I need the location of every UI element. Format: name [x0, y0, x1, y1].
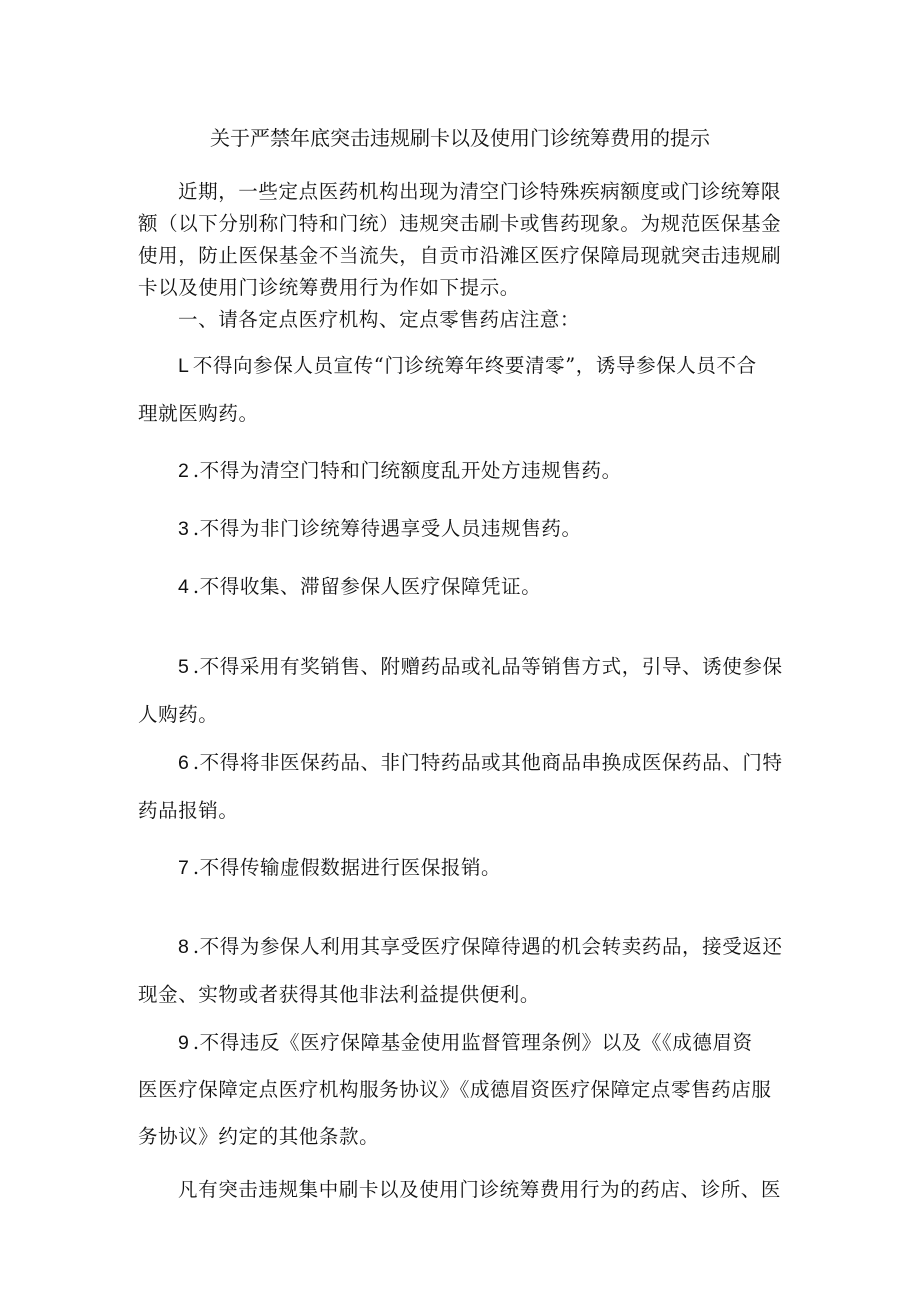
list-item — [178, 461, 622, 482]
list-item — [178, 356, 757, 377]
list-item — [178, 519, 582, 540]
item-number: 5 — [178, 656, 189, 678]
item-text: .不得为清空门特和门统额度乱开处方违规售药。 — [192, 459, 622, 482]
list-item — [178, 577, 541, 598]
section-heading: 一、请各定点医疗机构、定点零售药店注意： — [178, 308, 581, 331]
item-text: .不得采用有奖销售、附赠药品或礼品等销售方式，引导、诱使参保 — [192, 655, 783, 678]
item-text-continuation: 现金、实物或者获得其他非法利益提供便利。 — [138, 983, 541, 1006]
item-text: .不得违反《医疗保障基金使用监督管理条例》以及《《成德眉资 — [192, 1031, 753, 1054]
item-text: .不得收集、滞留参保人医疗保障凭证。 — [192, 575, 542, 598]
item-text-continuation: 人购药。 — [138, 703, 219, 726]
item-text-continuation: 药品报销。 — [138, 799, 239, 822]
intro-line: 卡以及使用门诊统筹费用行为作如下提示。 — [138, 276, 520, 299]
item-text-continuation: 理就医购药。 — [138, 402, 259, 425]
list-item — [178, 937, 783, 958]
intro-line: 近期，一些定点医药机构出现为清空门诊特殊疾病额度或门诊统筹限 — [178, 180, 782, 203]
item-number: L — [178, 355, 189, 377]
intro-line: 额（以下分别称门特和门统）违规突击刷卡或售药现象。为规范医保基金 — [138, 212, 782, 235]
item-text: .不得为非门诊统筹待遇享受人员违规售药。 — [192, 517, 582, 540]
list-item — [178, 1033, 753, 1054]
item-text: .不得传输虚假数据进行医保报销。 — [192, 856, 502, 879]
list-item — [178, 657, 783, 678]
item-text: 不得向参保人员宣传“门诊统筹年终要清零”，诱导参保人员不合 — [192, 354, 757, 377]
item-number: 3 — [178, 518, 189, 540]
intro-line: 使用，防止医保基金不当流失，自贡市沿滩区医疗保障局现就突击违规刷 — [138, 244, 782, 267]
item-number: 9 — [178, 1032, 189, 1054]
item-number: 8 — [178, 936, 189, 958]
item-number: 7 — [178, 857, 189, 879]
document-title: 关于严禁年底突击违规刷卡以及使用门诊统筹费用的提示 — [210, 126, 710, 150]
item-number: 6 — [178, 752, 189, 774]
item-number: 4 — [178, 576, 189, 598]
item-number: 2 — [178, 460, 189, 482]
item-text-continuation: 医医疗保障定点医疗机构服务协议》《成德眉资医疗保障定点零售药店服 — [138, 1078, 772, 1101]
closing-paragraph: 凡有突击违规集中刷卡以及使用门诊统筹费用行为的药店、诊所、医 — [178, 1178, 782, 1201]
item-text-continuation: 务协议》约定的其他条款。 — [138, 1125, 380, 1148]
list-item — [178, 858, 501, 879]
list-item — [178, 753, 783, 774]
item-text: .不得将非医保药品、非门特药品或其他商品串换成医保药品、门特 — [192, 751, 783, 774]
item-text: .不得为参保人利用其享受医疗保障待遇的机会转卖药品，接受返还 — [192, 935, 783, 958]
